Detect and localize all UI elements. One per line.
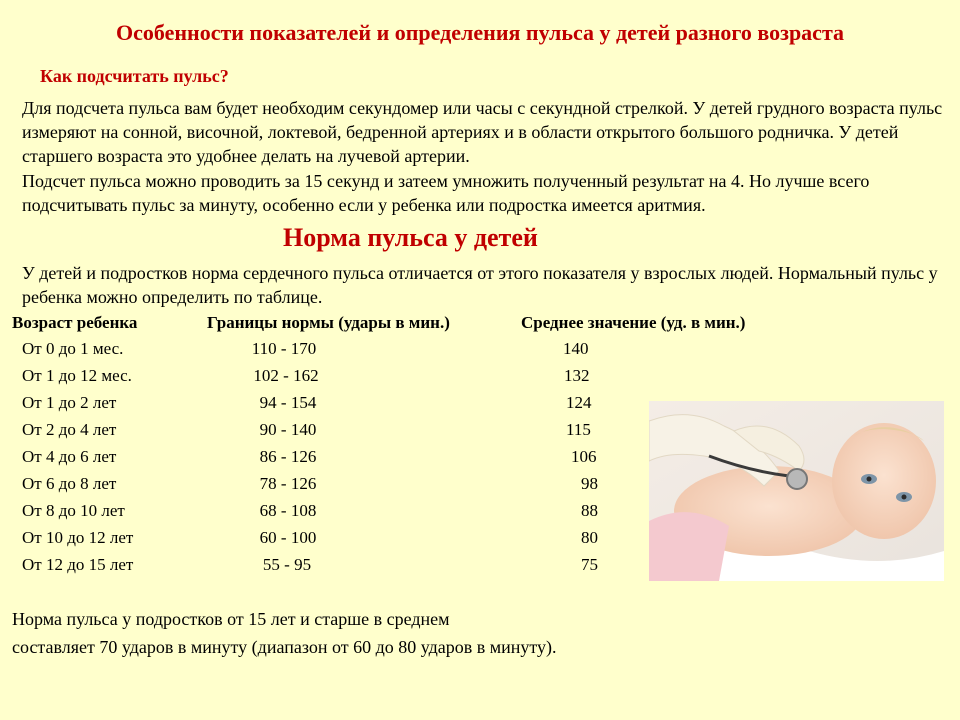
cell-range: 78 - 126 (259, 474, 317, 493)
cell-age: От 1 до 12 мес. (22, 366, 132, 385)
cell-age: От 8 до 10 лет (22, 501, 125, 520)
table-header-age: Возраст ребенка (12, 313, 138, 332)
section-subtitle: Как подсчитать пульс? (40, 66, 229, 86)
table-row (0, 447, 640, 474)
cell-average: 124 (566, 393, 592, 412)
cell-average: 75 (581, 555, 598, 574)
cell-range: 60 - 100 (259, 528, 317, 547)
table-header-range: Границы нормы (удары в мин.) (207, 313, 450, 332)
cell-age: От 6 до 8 лет (22, 474, 117, 493)
section-heading: Норма пульса у детей (283, 223, 538, 252)
cell-range: 68 - 108 (259, 501, 317, 520)
cell-average: 80 (581, 528, 598, 547)
table-row (0, 393, 640, 420)
footer-line-2: составляет 70 ударов в минуту (диапазон от 60 до 80 ударов в минуту). (12, 637, 557, 657)
table-row (0, 420, 640, 447)
table-row (0, 555, 640, 582)
cell-age: От 10 до 12 лет (22, 528, 134, 547)
cell-average: 106 (571, 447, 597, 466)
cell-average: 98 (581, 474, 598, 493)
table-row (0, 528, 640, 555)
photo-illustration (649, 401, 944, 581)
table-row (0, 339, 640, 366)
cell-age: От 12 до 15 лет (22, 555, 134, 574)
cell-age: От 4 до 6 лет (22, 447, 117, 466)
table-row (0, 366, 640, 393)
table-row (0, 474, 640, 501)
cell-age: От 2 до 4 лет (22, 420, 117, 439)
cell-range: 110 - 170 (251, 339, 317, 358)
baby-stethoscope-photo (649, 401, 944, 581)
cell-average: 132 (564, 366, 590, 385)
cell-range: 102 - 162 (253, 366, 319, 385)
cell-average: 140 (563, 339, 589, 358)
paragraph-counting-method: Подсчет пульса можно проводить за 15 секунд и затеем умножить полученный результат на 4. Но лучше всего подсчитывать пульс за минуту, особенно если у ребенка или подростка имеется аритмия. (22, 171, 870, 215)
cell-range: 86 - 126 (259, 447, 317, 466)
paragraph-norm-intro: У детей и подростков норма сердечного пульса отличается от этого показателя у взрослых людей. Нормальный пульс у ребенка можно определить по таблице. (22, 263, 938, 307)
cell-range: 90 - 140 (259, 420, 317, 439)
paragraph-how-to-measure: Для подсчета пульса вам будет необходим секундомер или часы с секундной стрелкой. У детей грудного возраста пульс измеряют на сонной, височной, локтевой, бедренной артериях и в области открытого большого родничка. У детей старшего возраста это удобнее делать на лучевой артерии. (22, 98, 943, 166)
cell-range: 94 - 154 (259, 393, 317, 412)
table-header-average: Среднее значение (уд. в мин.) (521, 313, 746, 332)
page-title: Особенности показателей и определения пульса у детей разного возраста (115, 20, 845, 45)
table-row (0, 501, 640, 528)
footer-line-1: Норма пульса у подростков от 15 лет и старше в среднем (12, 609, 450, 629)
cell-average: 88 (581, 501, 598, 520)
cell-average: 115 (566, 420, 591, 439)
cell-age: От 0 до 1 мес. (22, 339, 124, 358)
cell-age: От 1 до 2 лет (22, 393, 117, 412)
cell-range: 55 - 95 (262, 555, 312, 574)
